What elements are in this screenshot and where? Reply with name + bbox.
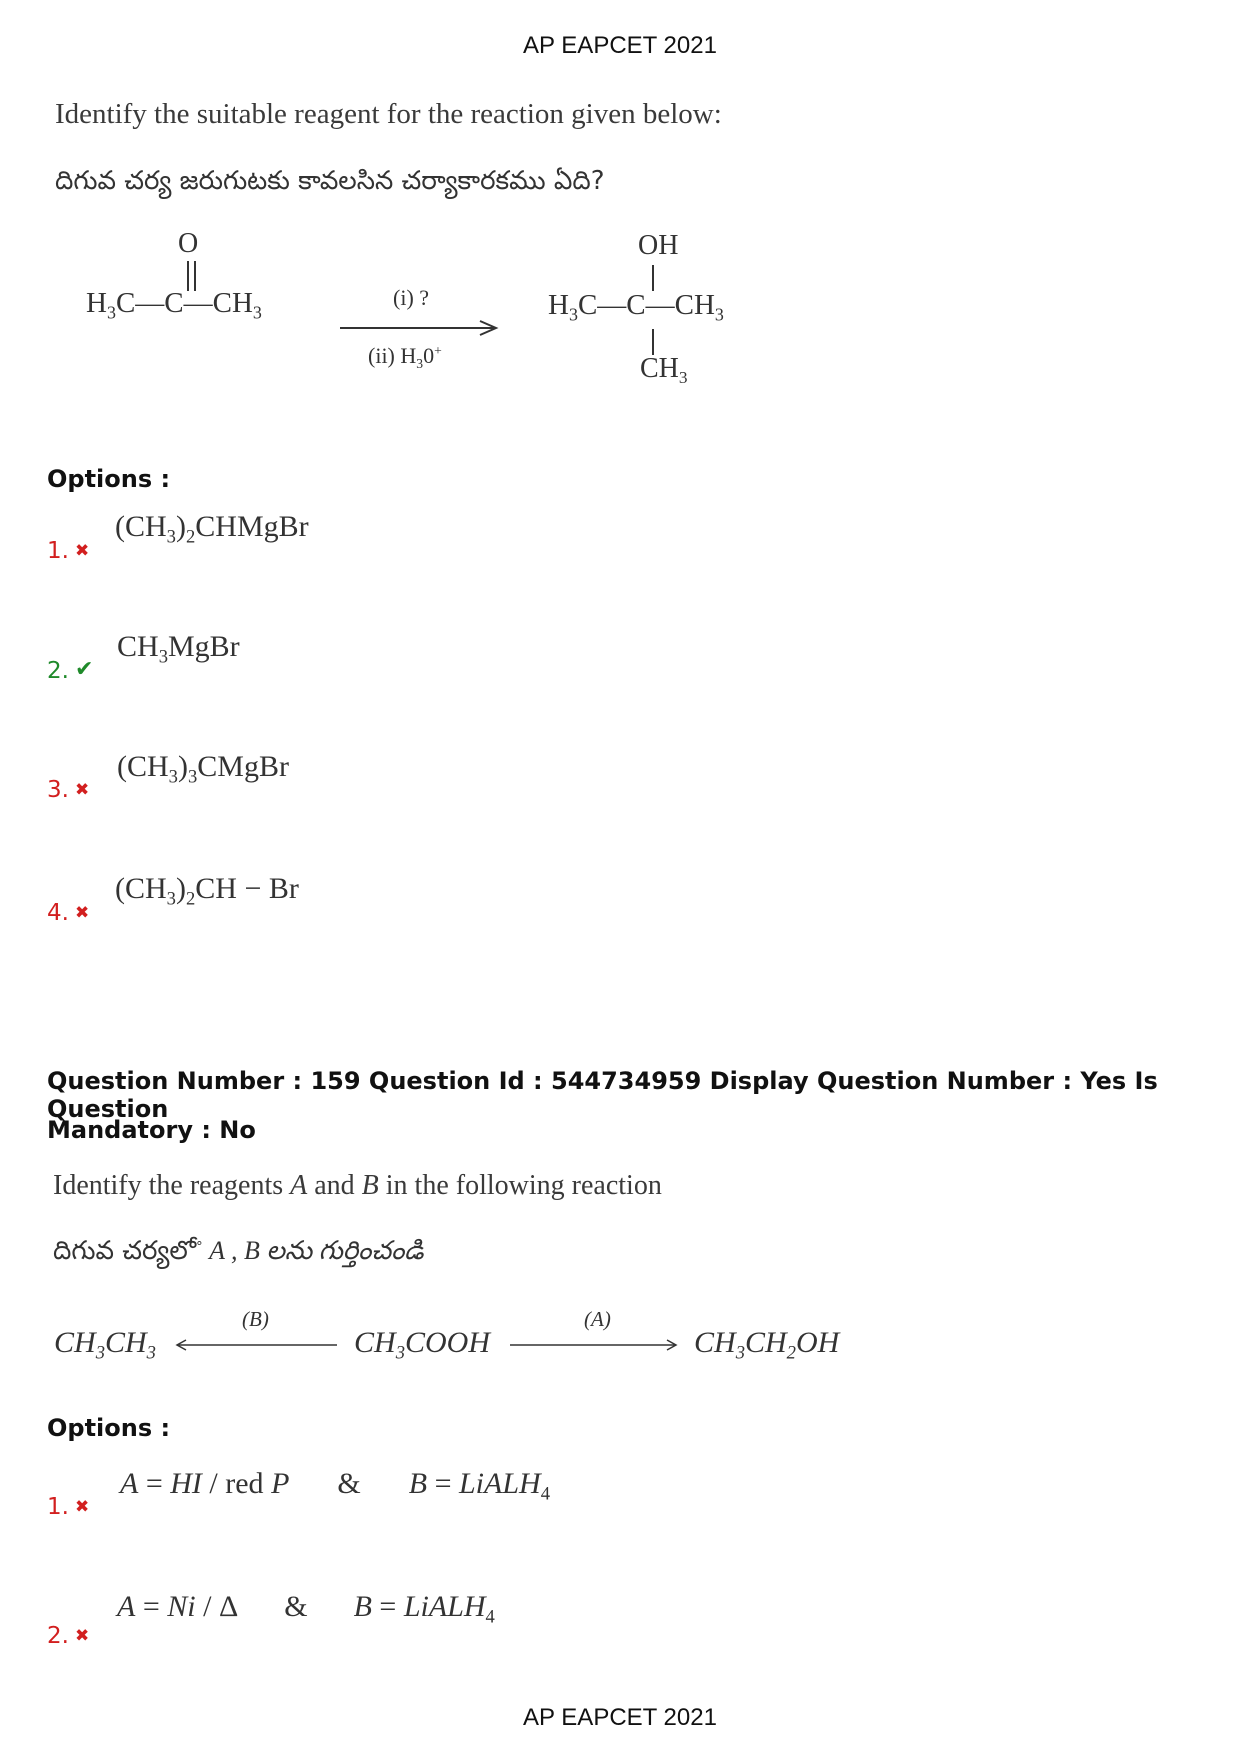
product-formula: $H_3C—C—CH_3$: [548, 289, 724, 325]
option-1-formula: A = HI / red P & B = LiALH$_4$: [120, 1467, 550, 1505]
options-label: Options :: [47, 465, 171, 493]
option-2-formula: A = Ni / Δ & B = LiALH$_4$: [117, 1590, 495, 1628]
option-4-number: 4. ✖: [47, 900, 90, 926]
question-meta-line-2: Mandatory : No: [47, 1116, 256, 1144]
arrow-reagent-step-2: (ii) $H_30^+$: [368, 342, 442, 371]
question-stem-english: Identify the suitable reagent for the reaction given below:: [55, 98, 722, 130]
wrong-mark-icon: ✖: [74, 903, 90, 923]
product-bond-bottom: [652, 329, 654, 355]
option-3-formula: $(CH_3)_3CMgBr$: [117, 750, 289, 788]
product-hydroxyl: OH: [638, 230, 679, 261]
reaction-arrow-right: [510, 1337, 680, 1353]
options-label: Options :: [47, 1414, 171, 1442]
option-2-number: 2. ✖: [47, 1623, 90, 1649]
product-methyl: $CH_3$: [640, 353, 688, 388]
ethane-formula: $CH_3CH_3$: [54, 1326, 156, 1364]
page-header: AP EAPCET 2021: [523, 32, 717, 59]
reaction-scheme-ketone-to-alcohol: [0, 225, 800, 425]
wrong-mark-icon: ✖: [74, 780, 90, 800]
reaction-arrow-left: [174, 1337, 339, 1353]
question-stem-telugu: దిగువ చర్య జరుగుటకు కావలసిన చర్యాకారకము ఏది?: [55, 166, 605, 196]
acetic-acid-formula: $CH_3COOH$: [354, 1326, 490, 1364]
reaction-scheme-acid: [0, 1307, 900, 1390]
option-2-formula: $CH_3MgBr$: [117, 630, 240, 668]
option-1-number: 1. ✖: [47, 1494, 90, 1520]
arrow-reagent-step-1: (i) ?: [393, 285, 430, 310]
question-meta-line-1: Question Number : 159 Question Id : 544734959 Display Question Number : Yes Is Question: [47, 1067, 1158, 1123]
question-stem-english: Identify the reagents A and B in the following reaction: [53, 1170, 662, 1201]
option-1-number: 1. ✖: [47, 538, 90, 564]
reactant-oxygen: O: [178, 228, 199, 259]
page-footer: AP EAPCET 2021: [523, 1704, 717, 1731]
option-3-number: 3. ✖: [47, 777, 90, 803]
product-bond-top: [652, 265, 654, 291]
ethanol-formula: $CH_3CH_2OH$: [694, 1326, 840, 1364]
wrong-mark-icon: ✖: [74, 541, 90, 561]
wrong-mark-icon: ✖: [74, 1626, 90, 1646]
option-1-formula: $(CH_3)_2CHMgBr$: [115, 510, 309, 548]
option-4-formula: $(CH_3)_2CH - Br$: [115, 872, 299, 910]
option-2-number: 2. ✔: [47, 657, 94, 684]
reactant-formula: $H_3C—C—CH_3$: [86, 287, 262, 323]
question-stem-telugu: దిగువ చర్యలో° A , B లను గుర్తించండి: [53, 1236, 424, 1266]
correct-mark-icon: ✔: [74, 657, 94, 682]
arrow-label-b: (B): [242, 1307, 269, 1331]
wrong-mark-icon: ✖: [74, 1497, 90, 1517]
reaction-arrow: [340, 318, 500, 338]
arrow-label-a: (A): [584, 1307, 611, 1331]
